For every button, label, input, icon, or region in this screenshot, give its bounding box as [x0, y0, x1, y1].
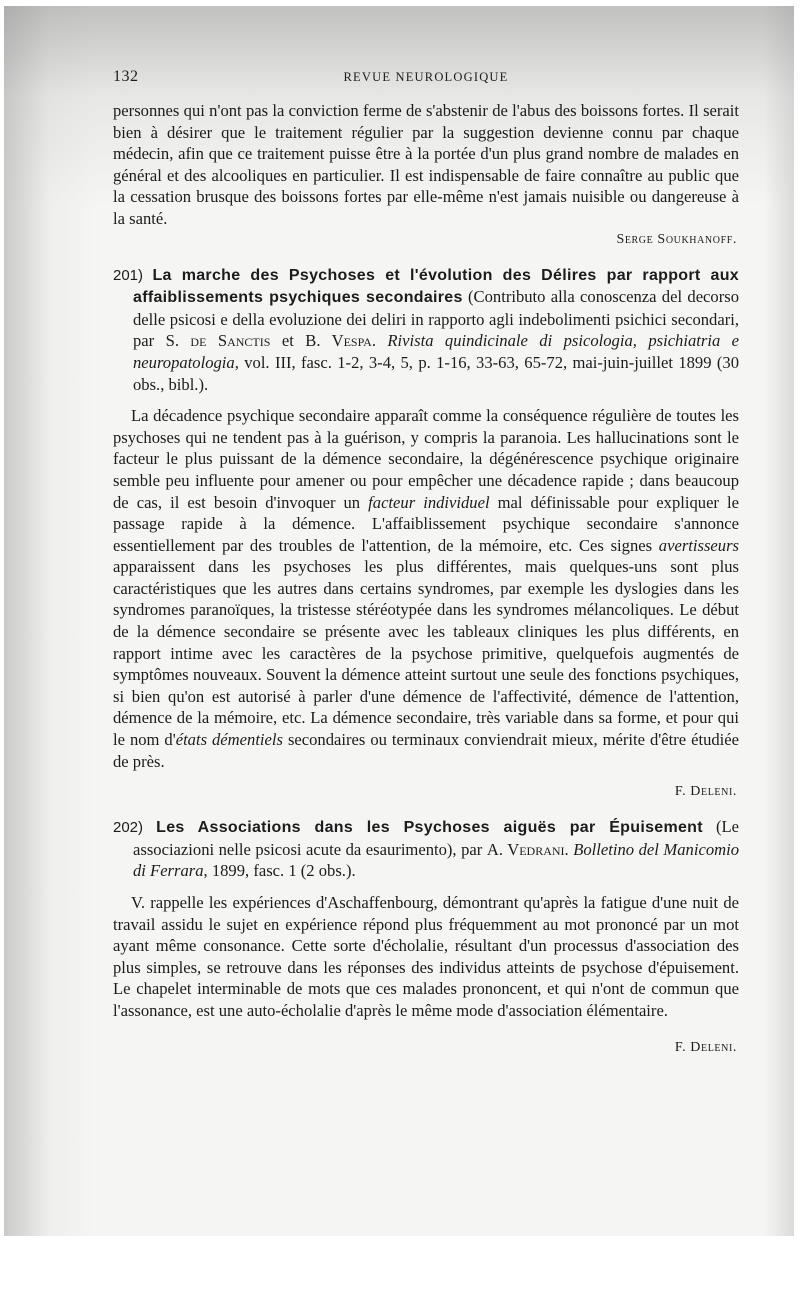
author-name: S. de Sanctis [165, 331, 271, 351]
body-text: La décadence psychique secondaire apparaît comme la conséquence régulière de toutes les psychoses qui ne tendent pas à la guérison, y compris la paranoia. Les hallucinations sont le facteur le plus puissant de la démence secondaire, la dégénérescence psychique originaire semble peu influente pour amener ou pour empêcher une décadence rapide ; dans beaucoup de cas, il est besoin d'invoquer un [113, 406, 739, 512]
citation-text: (Contributo alla conoscenza del decorso delle psicosi e della evoluzione dei deliri in rapporto agli indebolimenti psichici secondari, par [133, 287, 739, 351]
body-text: mal définissable pour expliquer le passage rapide à la démence. L'affaiblissement psychique secondaire s'annonce essentiellement par des troubles de l'attention, de la mémoire, etc. Ces signes [113, 492, 739, 555]
citation-details: , 1899, fasc. 1 (2 obs.). [203, 861, 356, 881]
italic-term: facteur individuel [368, 492, 490, 512]
signature-deleni: F. Deleni. [674, 1039, 737, 1055]
citation-text: et [270, 331, 306, 351]
signature-deleni: F. Deleni. [674, 784, 737, 800]
signature-soukhanoff: Serge Soukhanoff. [616, 231, 737, 247]
entry-number: 201) [113, 266, 144, 284]
entry-title: Les Associations dans les Psychoses aiguës par Épuisement [156, 819, 703, 837]
body-text: apparaissent dans les psychoses les plus différentes, mais quelques-uns sont plus caractéristiques que les autres dans certains syndromes, par exemple les dyslogies dans les syndromes paranoïques, la tristesse stéréotypée dans les syndromes mélancoliques. Le début de la démence secondaire se présente avec les tableaux cliniques les plus différents, en rapport intime avec les caractères de la psychose primitive, quelquefois augmentés de symptômes nouveaux. Souvent la démence atteint surtout une seule des fonctions psychiques, si bien qu'on est autorisé à parler d'une démence de l'affectivité, démence de l'attention, démence de la mémoire, etc. La démence secondaire, très variable dans sa forme, et pour qui le nom d' [113, 557, 739, 750]
entry-heading [113, 816, 739, 882]
citation-text: . [564, 839, 574, 859]
author-name: A. Vedrani [486, 839, 565, 859]
entry-number: 202) [113, 819, 144, 837]
citation-text: . [371, 331, 388, 351]
body-text: secondaires ou terminaux conviendrait mieux, mérite d'être étudiée de près. [113, 730, 740, 771]
journal-title: Rivista quindicinale di psicologia, psichiatria e neuropatologia [133, 331, 740, 372]
journal-title: Bolletino del Manicomio di Ferrara [133, 839, 740, 881]
entry-heading [113, 264, 739, 396]
page-number: 132 [113, 68, 139, 85]
running-title: REVUE NEUROLOGIQUE [343, 70, 509, 84]
italic-term: avertisseurs [658, 535, 739, 555]
citation-details: , vol. III, fasc. 1-2, 3-4, 5, p. 1-16, 33-63, 65-72, mai-juin-juillet 1899 (30 obs., bibl.). [133, 352, 739, 394]
citation-text: (Le associazioni nelle psicosi acute da esaurimento), par [133, 817, 739, 859]
author-name: B. Vespa [305, 331, 372, 351]
running-header [113, 68, 739, 90]
italic-term: états démentiels [175, 730, 283, 750]
review-entry-201 [113, 264, 739, 801]
entry-title: La marche des Psychoses et l'évolution des Délires par rapport aux affaiblissements psychiques secondaires [133, 266, 739, 307]
continued-paragraph: personnes qui n'ont pas la conviction ferme de s'abstenir de l'abus des boissons fortes. Il serait bien à désirer que le traitement régulier par la suggestion devienne connu par chaque médecin, afin que ce traitement puisse être à la portée d'un plus grand nombre de malades en général et des alcooliques en particulier. Il est indispensable de faire connaître au public que la cessation brusque des boissons fortes par elle-même n'est jamais nuisible ou dangereuse à la santé. [113, 101, 739, 228]
page-text-block [113, 68, 739, 1056]
review-entry-202 [113, 816, 739, 1055]
review-body [113, 405, 739, 772]
review-body: V. rappelle les expériences d'Aschaffenbourg, démontrant qu'après la fatigue d'une nuit de travail assidu le sujet en expérience répond plus fréquemment au mot prononcé par un mot ayant même consonance. Cette sorte d'écholalie, résultant d'un processus d'association des plus simples, se retrouve dans les réponses des individus atteints de psychose d'épuisement. Le chapelet interminable de mots que ces malades prononcent, et qui n'ont de commun que l'assonance, est une auto-écholalie d'après le même mode d'association élémentaire. [113, 893, 739, 1020]
continued-review [113, 100, 739, 248]
